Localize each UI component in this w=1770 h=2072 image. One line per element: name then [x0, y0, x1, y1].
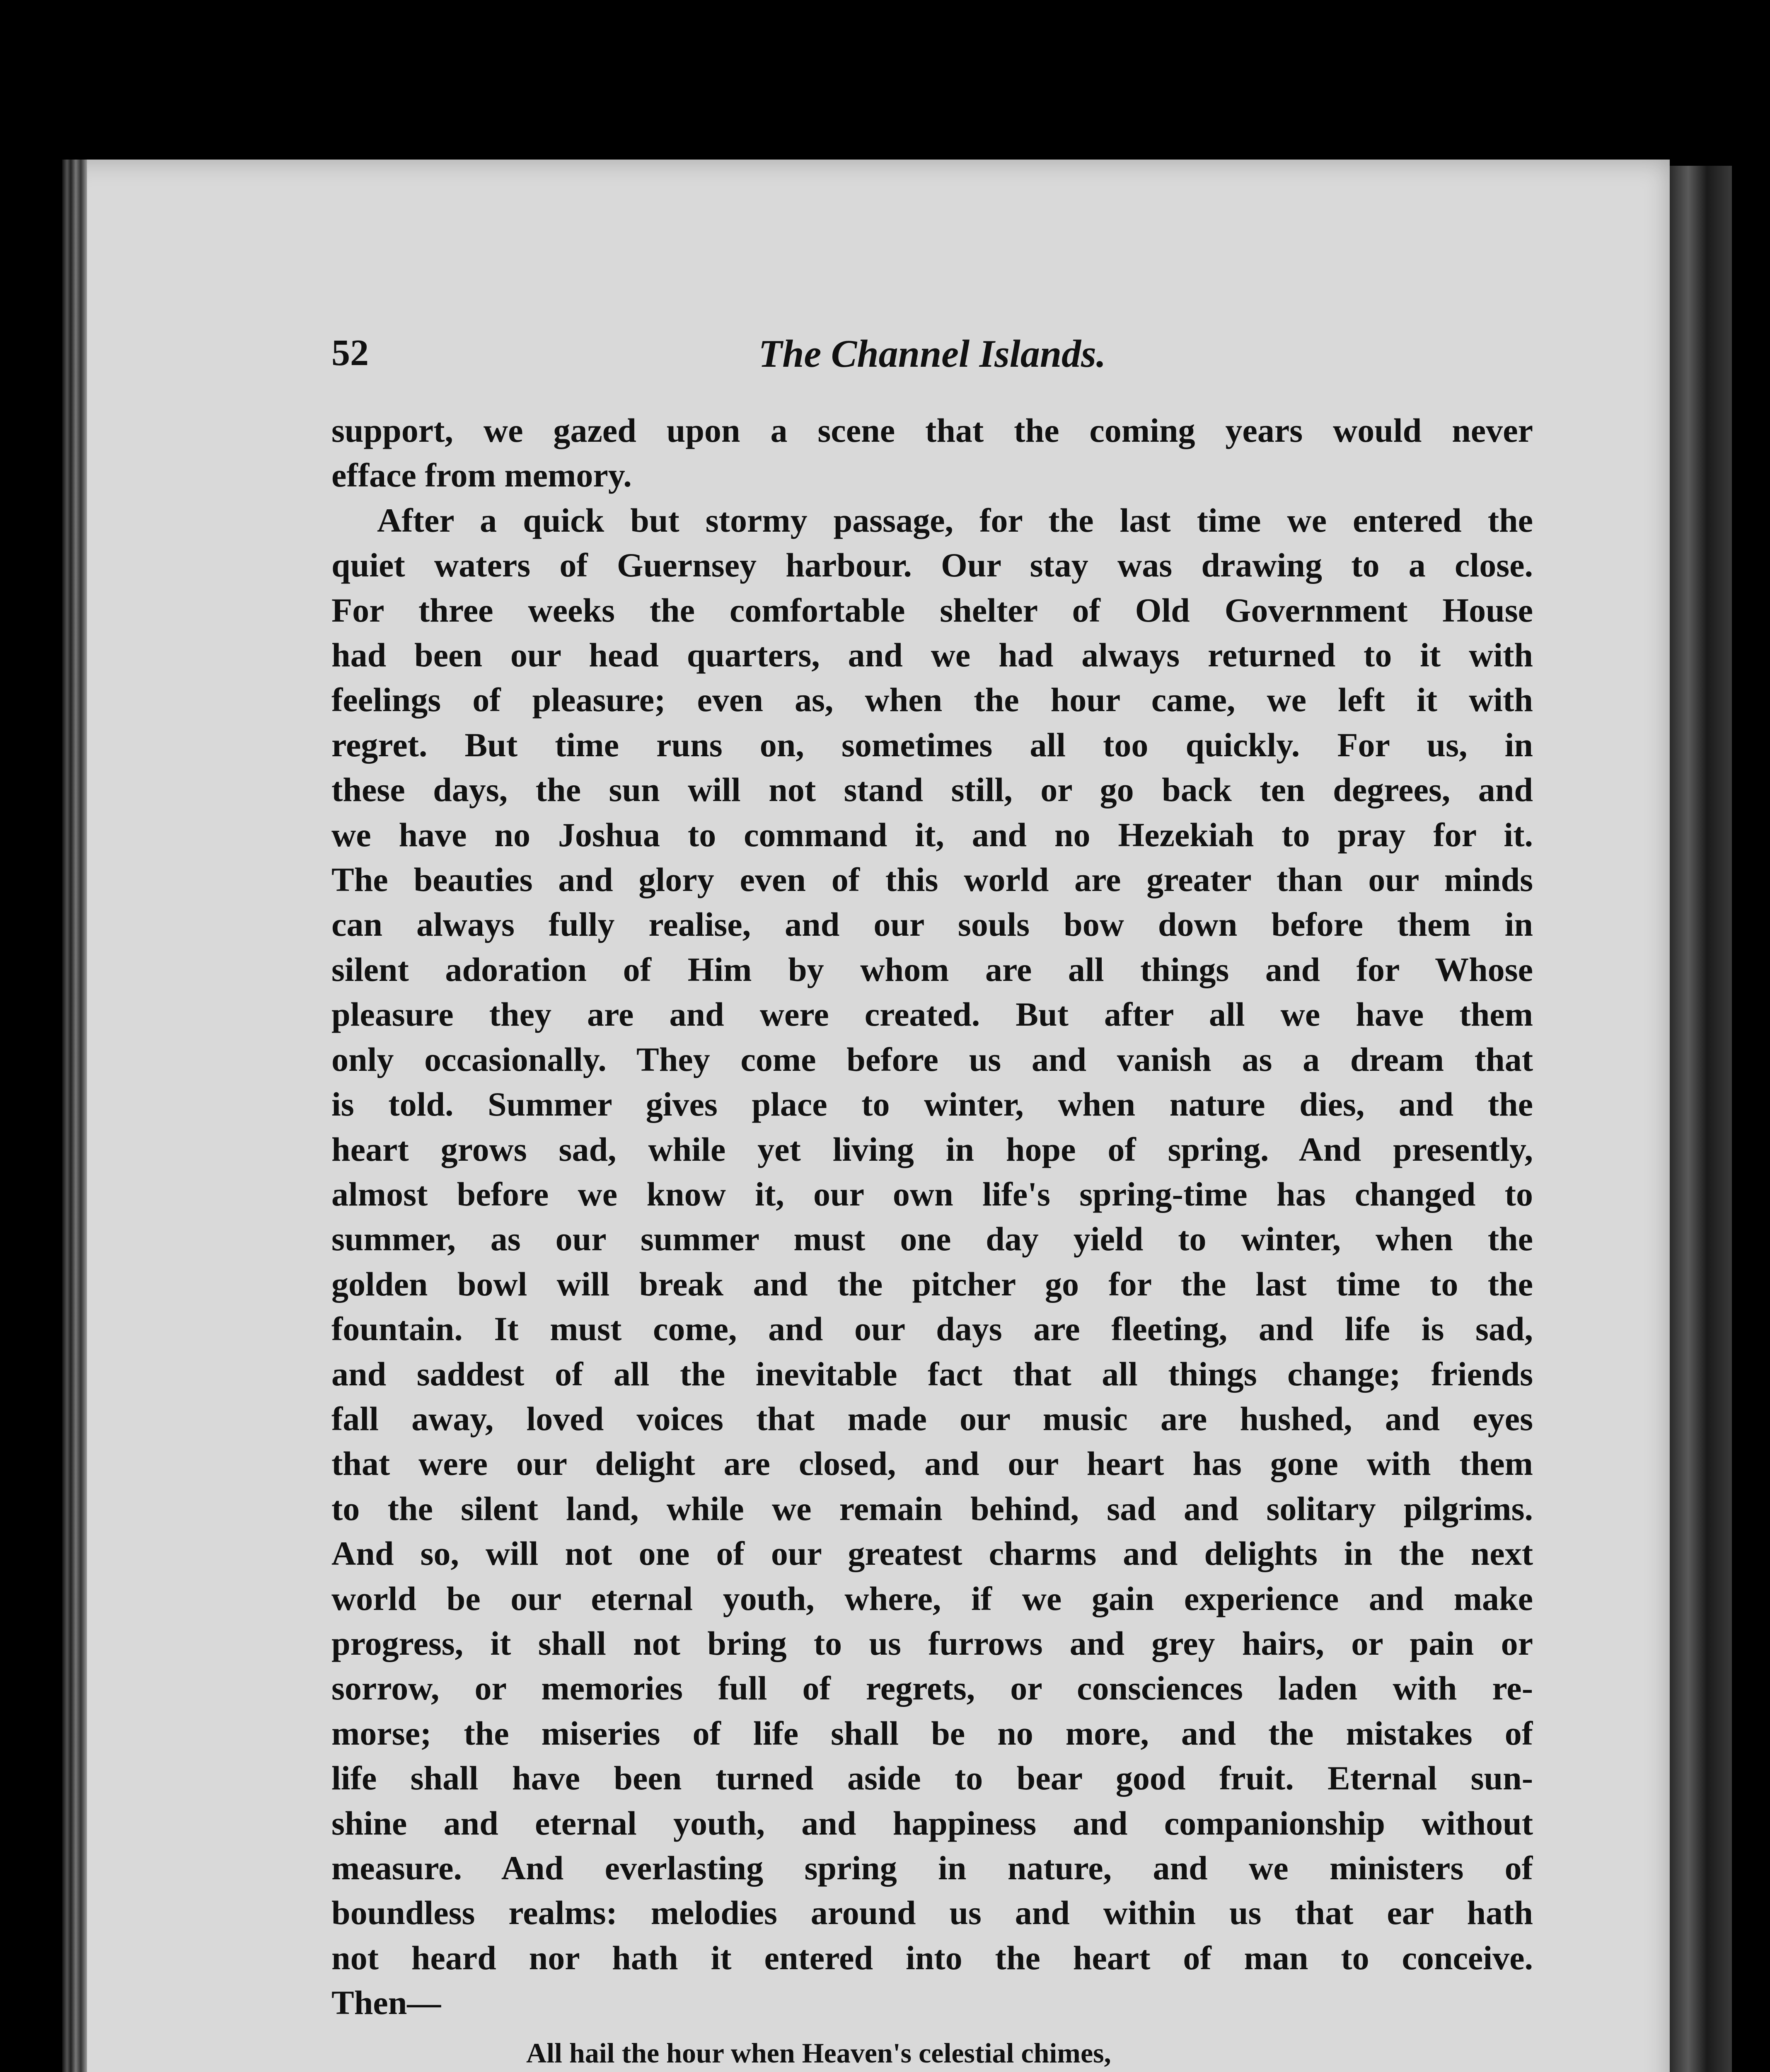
next-page-edge	[1670, 166, 1732, 2072]
text-line: heart grows sad, while yet living in hope of spring. And presently,	[331, 1130, 1533, 1168]
text-line: measure. And everlasting spring in nature, and we ministers of	[331, 1849, 1533, 1887]
text-line: that were our delight are closed, and our heart has gone with them	[331, 1445, 1533, 1483]
text-line: life shall have been turned aside to bear good fruit. Eternal sun-	[331, 1759, 1533, 1797]
text-line: and saddest of all the inevitable fact that all things change; friends	[331, 1355, 1533, 1393]
text-line: can always fully realise, and our souls bow down before them in	[331, 905, 1533, 944]
text-line: sorrow, or memories full of regrets, or consciences laden with re-	[331, 1669, 1533, 1707]
text-line: regret. But time runs on, sometimes all too quickly. For us, in	[331, 726, 1533, 764]
text-line: silent adoration of Him by whom are all things and for Whose	[331, 950, 1533, 988]
text-line: pleasure they are and were created. But after all we have them	[331, 995, 1533, 1034]
text-line: After a quick but stormy passage, for the last time we entered the	[377, 501, 1533, 539]
text-line: Then—	[331, 1984, 441, 2022]
text-line: fall away, loved voices that made our music are hushed, and eyes	[331, 1399, 1533, 1438]
text-line: these days, the sun will not stand still, or go back ten degrees, and	[331, 771, 1533, 809]
poem-verse: All hail the hour when Heaven's celestial chimes,	[526, 2037, 1111, 2069]
text-line: summer, as our summer must one day yield to winter, when the	[331, 1220, 1533, 1258]
text-line: we have no Joshua to command it, and no Hezekiah to pray for it.	[331, 816, 1533, 854]
text-line: world be our eternal youth, where, if we gain experience and make	[331, 1579, 1533, 1617]
text-line: almost before we know it, our own life's spring-time has changed to	[331, 1175, 1533, 1213]
text-line: The beauties and glory even of this world are greater than our minds	[331, 861, 1533, 899]
text-line: boundless realms: melodies around us and within us that ear hath	[331, 1894, 1533, 1932]
text-line: feelings of pleasure; even as, when the hour came, we left it with	[331, 681, 1533, 719]
text-line: progress, it shall not bring to us furrows and grey hairs, or pain or	[331, 1624, 1533, 1662]
text-line: had been our head quarters, and we had always returned to it with	[331, 636, 1533, 674]
poem-stanza	[526, 2033, 1272, 2072]
text-line: support, we gazed upon a scene that the coming years would never	[331, 411, 1533, 449]
running-title: The Channel Islands.	[758, 332, 1106, 375]
page-header	[331, 332, 1533, 381]
page-number: 52	[331, 332, 369, 373]
text-line: only occasionally. They come before us and vanish as a dream that	[331, 1040, 1533, 1078]
body-text	[331, 408, 1533, 2026]
text-line: fountain. It must come, and our days are fleeting, and life is sad,	[331, 1310, 1533, 1348]
text-line: golden bowl will break and the pitcher go for the last time to the	[331, 1265, 1533, 1303]
text-line: to the silent land, while we remain behind, sad and solitary pilgrims.	[331, 1489, 1533, 1527]
text-line: quiet waters of Guernsey harbour. Our stay was drawing to a close.	[331, 546, 1533, 584]
text-line: is told. Summer gives place to winter, when nature dies, and the	[331, 1085, 1533, 1123]
text-line: efface from memory.	[331, 456, 632, 494]
page-gutter	[62, 160, 87, 2072]
text-line: And so, will not one of our greatest charms and delights in the next	[331, 1535, 1533, 1573]
text-line: For three weeks the comfortable shelter of Old Government House	[331, 591, 1533, 629]
text-line: not heard nor hath it entered into the heart of man to conceive.	[331, 1939, 1533, 1977]
text-line: shine and eternal youth, and happiness and companionship without	[331, 1804, 1533, 1842]
text-line: morse; the miseries of life shall be no more, and the mistakes of	[331, 1714, 1533, 1752]
